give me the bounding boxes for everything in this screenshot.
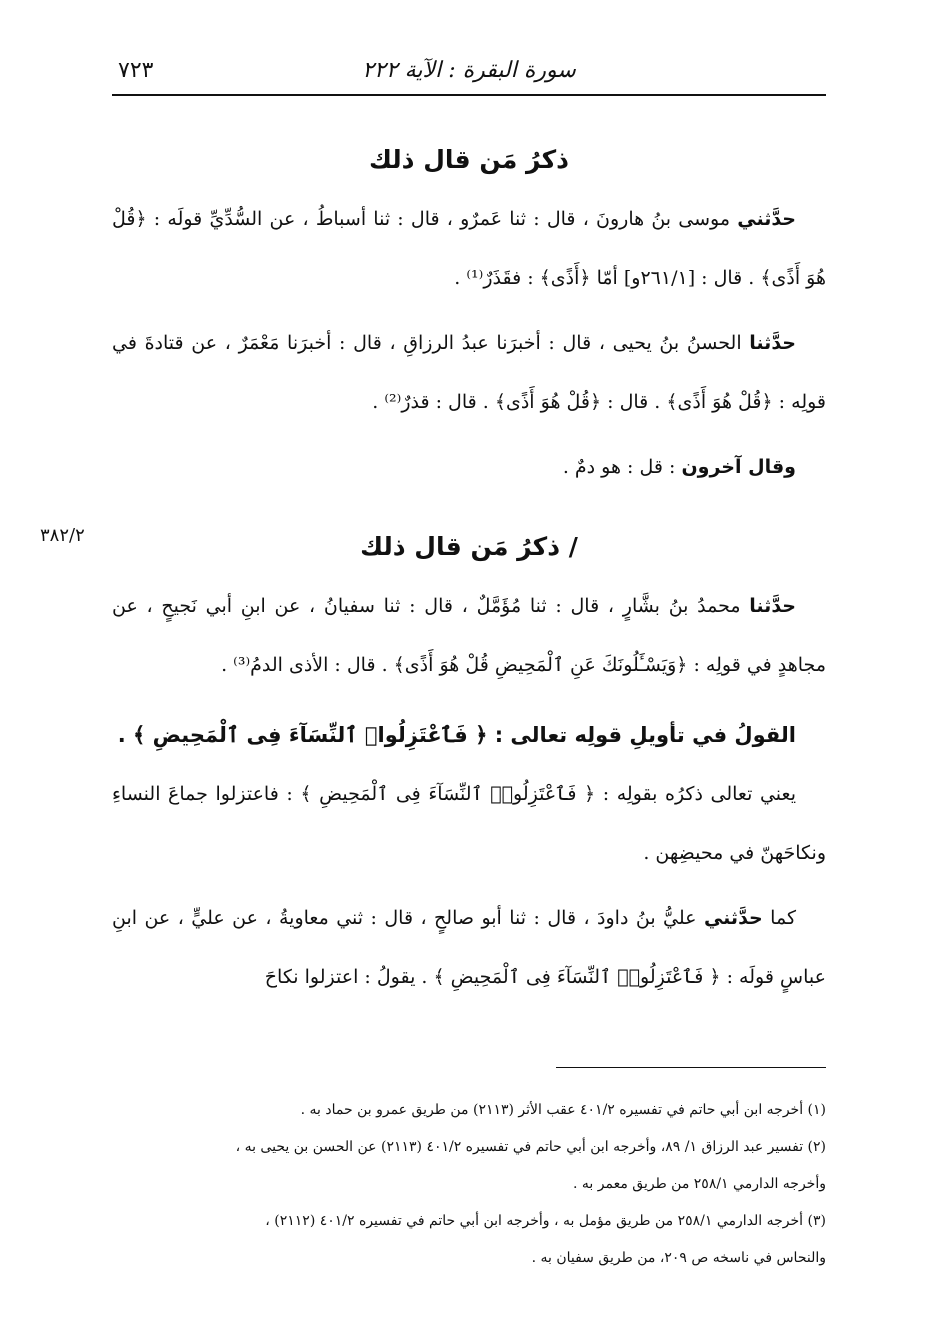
section-heading-1: ذكرُ مَن قال ذلك	[369, 145, 569, 174]
page-header	[112, 52, 826, 96]
paragraph-3-lead: وقال آخرون	[681, 456, 796, 478]
section-heading-2: / ذكرُ مَن قال ذلك	[360, 532, 578, 561]
footnote-3: (٣) أخرجه الدارمي ٢٥٨/١ من طريق مؤمل به ، وأخرجه ابن أبي حاتم في تفسيره ٤٠١/٢ (٢١١٢) ،	[265, 1213, 826, 1229]
main-text	[112, 140, 826, 1013]
paragraph-4-text: محمدُ بنُ بشَّارٍ ، قال : ثنا مُؤَمَّلٌ ، قال : ثنا سفيانُ ، عن ابنِ أبي نَجيحٍ ، عن مجاهدٍ في قولِه : ﴿وَيَسْـَٔلُونَكَ عَنِ ٱلْمَحِيضِ قُلْ هُوَ أَذًى﴾ . قال : الأذى الدمُ⁽³⁾ .	[112, 595, 826, 676]
running-title: سورة البقرة : الآية ٢٢٢	[362, 58, 576, 83]
paragraph-6-text: عليُّ بنُ داودَ ، قال : ثنا أبو صالحٍ ، قال : ثني معاويةُ ، عن عليٍّ ، عن ابنِ عباسٍ قولَه : ﴿ فَٱعْتَزِلُوا۟ ٱلنِّسَآءَ فِى ٱلْمَحِيضِ ﴾ . يقولُ : اعتزلوا نكاحَ	[112, 907, 826, 988]
paragraph-5: يعني تعالى ذكرُه بقولِه : ﴿ فَٱعْتَزِلُوا۟ ٱلنِّسَآءَ فِى ٱلْمَحِيضِ ﴾ : فاعتزلوا جماعَ النساءِ ونكاحَهنّ في محيضِهن .	[112, 783, 826, 864]
footnote-3-cont: والنحاس في ناسخه ص ٢٠٩، من طريق سفيان به .	[531, 1250, 826, 1266]
footnote-2-cont: وأخرجه الدارمي ٢٥٨/١ من طريق معمر به .	[573, 1176, 826, 1192]
paragraph-1	[112, 190, 826, 308]
interpretation-heading: القولُ في تأويلِ قولِه تعالى : ﴿ فَٱعْتَزِلُوا۟ ٱلنِّسَآءَ فِى ٱلْمَحِيضِ ﴾ .	[117, 723, 796, 747]
footnotes	[112, 1092, 826, 1277]
paragraph-6-lead: حدَّثني	[703, 907, 763, 929]
margin-reference: ٣٨٢/٢	[40, 525, 85, 546]
paragraph-4-lead: حدَّثنا	[749, 595, 796, 617]
paragraph-1-text: موسى بنُ هارونَ ، قال : ثنا عَمرٌو ، قال : ثنا أسباطُ ، عن السُّدِّيِّ قولَه : ﴿قُلْ هُوَ أَذًى﴾ . قال : [٢٦١/١و] أمّا ﴿أَذًى﴾ : فقَذَرٌ⁽¹⁾ .	[112, 208, 826, 289]
paragraph-2	[112, 314, 826, 432]
paragraph-6-pre: كما	[762, 907, 796, 929]
paragraph-2-lead: حدَّثنا	[749, 332, 796, 354]
paragraph-2-text: الحسنُ بنُ يحيى ، قال : أخبرَنا عبدُ الرزاقِ ، قال : أخبرَنا مَعْمَرٌ ، عن قتادةَ في قولِه : ﴿قُلْ هُوَ أَذًى﴾ . قال : ﴿قُلْ هُوَ أَذًى﴾ . قال : قذرٌ⁽²⁾ .	[112, 332, 826, 413]
paragraph-1-lead: حدَّثني	[737, 208, 796, 230]
footnote-1: (١) أخرجه ابن أبي حاتم في تفسيره ٤٠١/٢ عقب الأثر (٢١١٣) من طريق عمرو بن حماد به .	[300, 1102, 826, 1118]
paragraph-3-text: : قل : هو دمٌ .	[562, 456, 682, 478]
footnote-divider	[556, 1067, 826, 1068]
paragraph-3	[112, 438, 826, 497]
paragraph-4	[112, 577, 826, 695]
footnote-2: (٢) تفسير عبد الرزاق ١/ ٨٩، وأخرجه ابن أبي حاتم في تفسيره ٤٠١/٢ (٢١١٣) عن الحسن بن يحيى به ،	[235, 1139, 826, 1155]
paragraph-6	[112, 889, 826, 1007]
page-number: ٧٢٣	[118, 58, 154, 83]
